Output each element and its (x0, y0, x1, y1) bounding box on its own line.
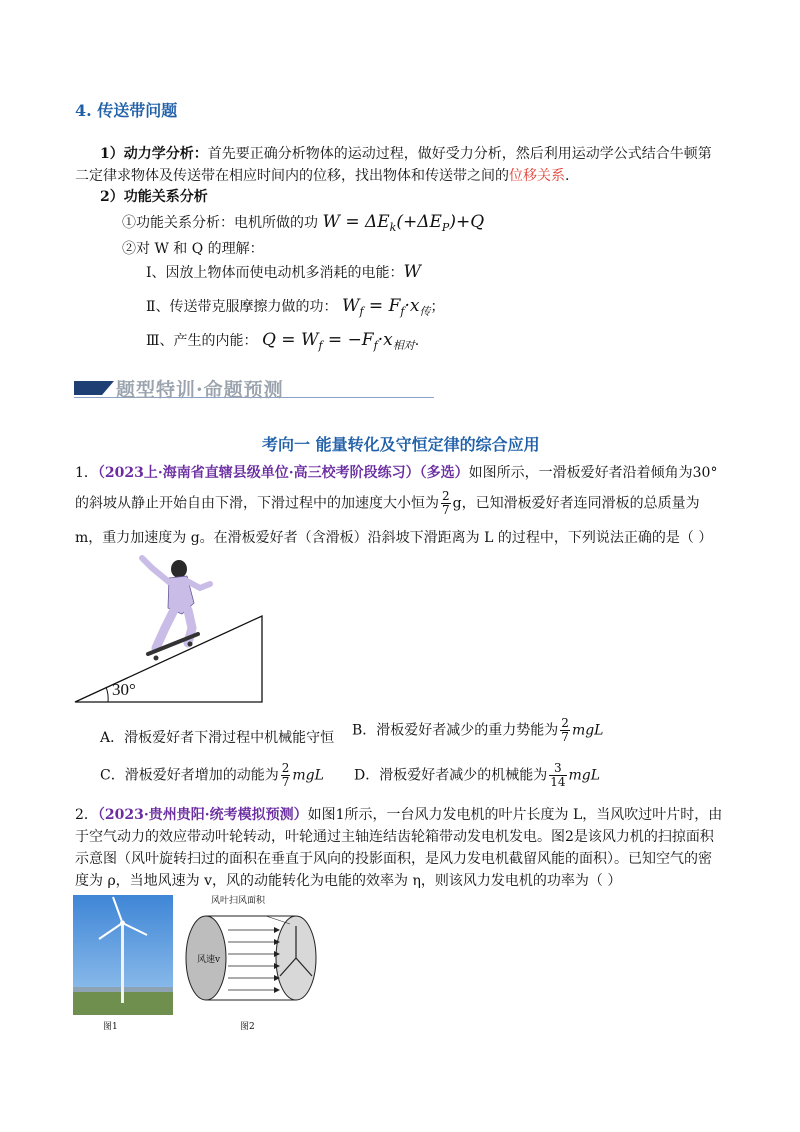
energy-sub-2-end: ； (430, 299, 445, 315)
paragraph-dynamics-line1 (100, 143, 712, 163)
energy-sub-3-formula: $Q = W_f = -F_f\cdot x_{相对}$ (261, 330, 415, 352)
energy-sub-3-label: Ⅲ、产生的内能： (146, 333, 258, 349)
q2-line2: 于空气动力的效应带动叶轮转动，叶轮通过主轴连结齿轮箱带动发电机发电。图2是该风力机的扫掠面积 (75, 829, 714, 845)
q1-line1 (75, 462, 717, 482)
q2-figure2-label-wind: 风速v (197, 955, 221, 965)
q1-text-b2: g，已知滑板爱好者连同滑板的总质量为 (452, 495, 700, 512)
energy-sub-2 (146, 296, 444, 319)
section-title: 4. 传送带问题 (75, 101, 178, 120)
q1-number: 1． (75, 465, 98, 481)
angle-arc (106, 687, 108, 702)
q2-number: 2． (75, 807, 98, 823)
q1-option-d-text: D．滑板爱好者减少的机械能为 (354, 767, 548, 784)
energy-item-1-label: ①功能关系分析：电机所做的功 (122, 215, 318, 231)
q1-option-a[interactable]: A．滑板爱好者下滑过程中机械能守恒 (100, 730, 335, 746)
q1-option-b-text: B．滑板爱好者减少的重力势能为 (352, 722, 559, 739)
q1-option-c[interactable] (100, 762, 324, 789)
q1-line2 (75, 490, 700, 517)
displacement-relation-highlight: 位移关系 (509, 168, 565, 184)
dynamics-end: . (565, 168, 570, 184)
q1-text-a: 如图所示，一滑板爱好者沿着倾角为30° (468, 465, 718, 481)
banner-text: 题型特训·命题预测 (116, 379, 284, 401)
q1-option-b-tail: mgL (571, 722, 604, 739)
q1-text-b1: 的斜坡从静止开始自由下滑，下滑过程中的加速度大小恒为 (75, 495, 439, 512)
energy-item-2: ②对 W 和 Q 的理解： (122, 241, 264, 257)
paragraph-dynamics-line2 (75, 165, 569, 185)
q1-line3: m，重力加速度为 g。在滑板爱好者（含滑板）沿斜坡下滑距离为 L 的过程中，下列说法正确的是（ ） (75, 530, 713, 546)
q1-fraction: $\frac{2}{7}$ (442, 489, 450, 517)
q2-source: （2023·贵州贵阳·统考模拟预测） (97, 807, 308, 823)
q2-line3: 示意图（风叶旋转扫过的面积在垂直于风向的投影面积，是风力发电机截留风能的面积）。已知空气的密 (75, 851, 712, 867)
energy-item-1-formula: $W = \Delta E_k(+\Delta E_P)+Q$ (322, 212, 485, 234)
q1-option-b[interactable] (352, 717, 603, 744)
subsection-title: 考向一 能量转化及守恒定律的综合应用 (262, 435, 540, 454)
q1-option-b-fraction: $\frac{2}{7}$ (561, 716, 569, 744)
dynamics-label: 1）动力学分析： (100, 146, 208, 162)
q1-option-d-fraction: $\frac{3}{14}$ (550, 761, 566, 789)
q1-angle-label: 30° (112, 680, 136, 699)
q2-figure1-caption: 图1 (103, 1022, 118, 1032)
energy-sub-1-formula: W (403, 262, 422, 282)
energy-sub-1-label: Ⅰ、因放上物体而使电动机多消耗的电能： (146, 265, 404, 281)
energy-sub-3 (146, 330, 419, 353)
q2-line1 (75, 804, 722, 824)
q2-figure1-wind-turbine (73, 895, 173, 1015)
q1-option-c-text: C．滑板爱好者增加的动能为 (100, 767, 279, 784)
energy-item-1 (122, 212, 484, 234)
q1-option-c-tail: mgL (292, 767, 324, 784)
q1-option-c-fraction: $\frac{2}{7}$ (281, 761, 290, 789)
q2-figure2-caption: 图2 (240, 1022, 255, 1032)
dynamics-text-b: 二定律求物体及传送带在相应时间内的位移，找出物体和传送带之间的 (75, 168, 509, 184)
q2-line4: 度为 ρ，当地风速为 v，风的动能转化为电能的效率为 η，则该风力发电机的功率为（ ） (75, 873, 622, 889)
banner-bar-tip (102, 381, 114, 395)
dynamics-text-a: 首先要正确分析物体的运动过程，做好受力分析，然后利用运动学公式结合牛顿第 (207, 146, 712, 162)
q2-text-a: 如图1所示，一台风力发电机的叶片长度为 L，当风吹过叶片时，由 (307, 807, 723, 823)
energy-sub-1 (146, 262, 421, 282)
energy-sub-3-end: . (414, 333, 420, 349)
energy-sub-2-label: Ⅱ、传送带克服摩擦力做的功： (146, 299, 338, 315)
banner-bar (74, 381, 102, 395)
section-banner (74, 374, 434, 400)
q1-source: （2023上·海南省直辖县级单位·高三校考阶段练习）（多选） (97, 465, 469, 481)
q1-option-d[interactable] (354, 762, 600, 789)
q1-option-d-tail: mgL (568, 767, 601, 784)
energy-sub-2-formula: $W_f = F_f\cdot x_传$ (341, 296, 431, 318)
q1-slope-figure (70, 548, 270, 708)
q2-figure2-label-swept: 风叶扫风面积 (211, 896, 266, 906)
energy-analysis-label: 2）功能关系分析 (100, 189, 208, 205)
